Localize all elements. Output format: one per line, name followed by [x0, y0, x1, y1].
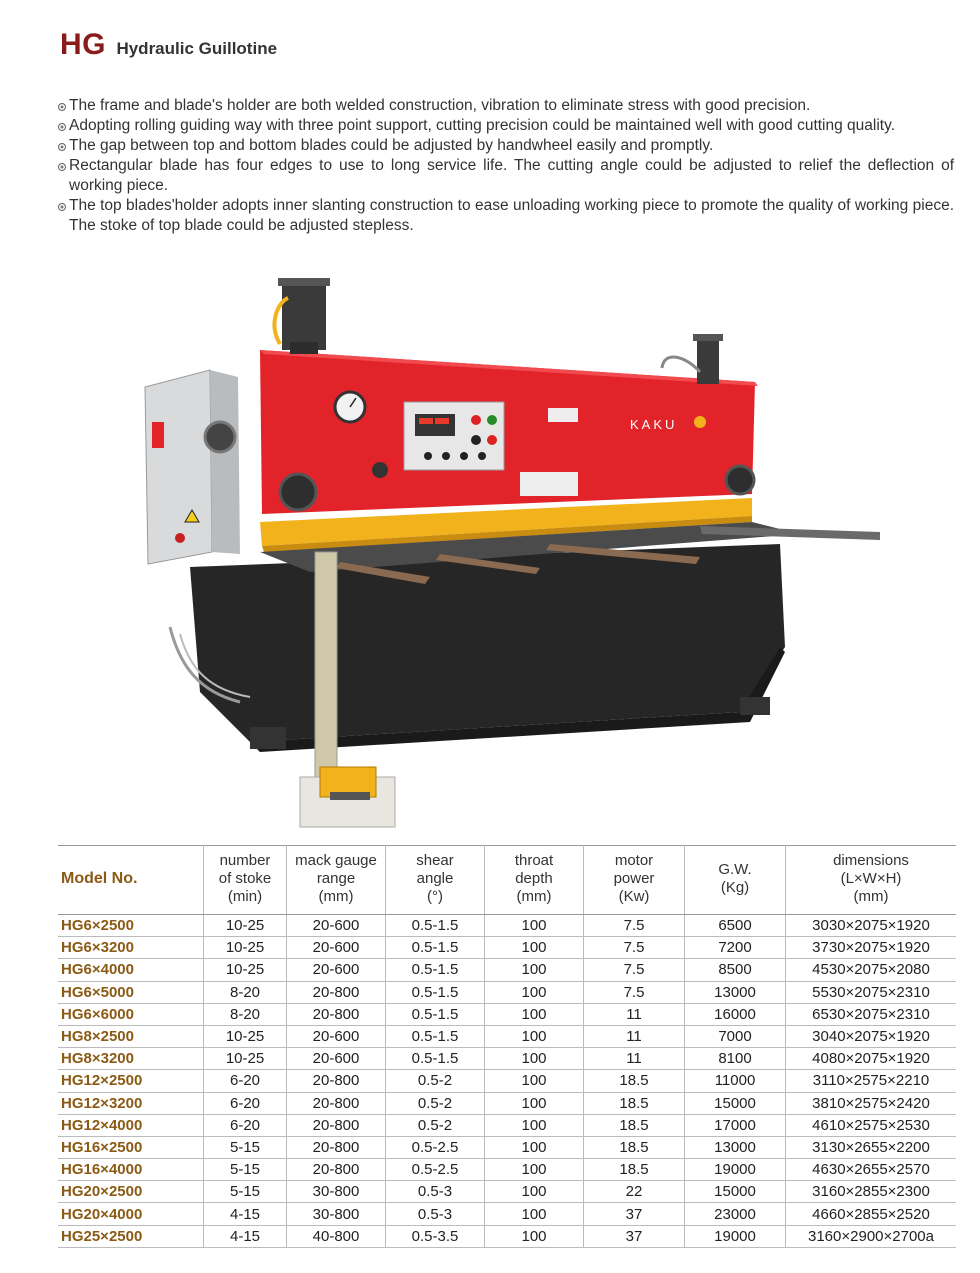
- pedal-post: [315, 552, 337, 782]
- cell-angle: 0.5-3: [386, 1203, 485, 1225]
- cell-throat: 100: [485, 1048, 584, 1070]
- cell-weight: 16000: [685, 1003, 786, 1025]
- header-motor: motor power (Kw): [584, 846, 685, 915]
- cell-throat: 100: [485, 937, 584, 959]
- cell-motor: 18.5: [584, 1159, 685, 1181]
- cell-dimensions: 3110×2575×2210: [786, 1070, 957, 1092]
- cell-model: HG8×3200: [58, 1048, 204, 1070]
- cell-gauge: 40-800: [287, 1225, 386, 1247]
- cell-motor: 37: [584, 1225, 685, 1247]
- machine-brand-label: KAKU: [630, 417, 678, 432]
- cell-throat: 100: [485, 981, 584, 1003]
- cell-throat: 100: [485, 1092, 584, 1114]
- table-row: [58, 1114, 956, 1136]
- cell-stroke: 5-15: [204, 1136, 287, 1158]
- cell-angle: 0.5-2: [386, 1114, 485, 1136]
- cell-gauge: 20-800: [287, 1159, 386, 1181]
- hydraulic-cylinder-left: [282, 280, 326, 350]
- cell-throat: 100: [485, 1159, 584, 1181]
- cell-motor: 7.5: [584, 937, 685, 959]
- cell-stroke: 10-25: [204, 959, 287, 981]
- cell-model: HG6×6000: [58, 1003, 204, 1025]
- cell-dimensions: 3810×2575×2420: [786, 1092, 957, 1114]
- feature-item: Rectangular blade has four edges to use to long service life. The cutting angle could be adjusted to relief the deflection of working piece.: [56, 156, 954, 196]
- cell-gauge: 20-800: [287, 1003, 386, 1025]
- cell-weight: 15000: [685, 1181, 786, 1203]
- table-row: [58, 1025, 956, 1047]
- cell-gauge: 20-600: [287, 937, 386, 959]
- cell-weight: 7200: [685, 937, 786, 959]
- cell-weight: 15000: [685, 1092, 786, 1114]
- cell-throat: 100: [485, 1181, 584, 1203]
- cell-angle: 0.5-2.5: [386, 1136, 485, 1158]
- cell-throat: 100: [485, 1203, 584, 1225]
- cell-motor: 7.5: [584, 959, 685, 981]
- cell-model: HG25×2500: [58, 1225, 204, 1247]
- cell-model: HG12×3200: [58, 1092, 204, 1114]
- cell-stroke: 10-25: [204, 915, 287, 937]
- cell-weight: 13000: [685, 981, 786, 1003]
- table-row: [58, 1181, 956, 1203]
- cell-stroke: 6-20: [204, 1070, 287, 1092]
- cell-motor: 18.5: [584, 1136, 685, 1158]
- cell-motor: 11: [584, 1025, 685, 1047]
- cell-angle: 0.5-1.5: [386, 981, 485, 1003]
- cell-stroke: 5-15: [204, 1181, 287, 1203]
- cell-model: HG12×2500: [58, 1070, 204, 1092]
- cell-dimensions: 4630×2655×2570: [786, 1159, 957, 1181]
- cell-gauge: 30-800: [287, 1203, 386, 1225]
- cell-angle: 0.5-2: [386, 1092, 485, 1114]
- cell-gauge: 20-600: [287, 1048, 386, 1070]
- spec-table: [58, 845, 956, 1248]
- cell-stroke: 6-20: [204, 1092, 287, 1114]
- title-text: Hydraulic Guillotine: [116, 39, 278, 58]
- cell-gauge: 20-600: [287, 959, 386, 981]
- cell-dimensions: 3030×2075×1920: [786, 915, 957, 937]
- cell-dimensions: 3160×2855×2300: [786, 1181, 957, 1203]
- cell-gauge: 20-800: [287, 1070, 386, 1092]
- cell-weight: 23000: [685, 1203, 786, 1225]
- cell-model: HG12×4000: [58, 1114, 204, 1136]
- cell-dimensions: 6530×2075×2310: [786, 1003, 957, 1025]
- header-gauge: mack gauge range (mm): [287, 846, 386, 915]
- machine-red-panel: [260, 350, 755, 514]
- cell-stroke: 4-15: [204, 1225, 287, 1247]
- cell-stroke: 8-20: [204, 1003, 287, 1025]
- cell-angle: 0.5-1.5: [386, 915, 485, 937]
- feature-item: The top blades'holder adopts inner slanting construction to ease unloading working piece to promote the quality of working piece. The stoke of top blade could be adjusted stepless.: [56, 196, 954, 236]
- cell-angle: 0.5-2: [386, 1070, 485, 1092]
- cell-model: HG8×2500: [58, 1025, 204, 1047]
- handwheel-right: [726, 466, 754, 494]
- machine-photo: [140, 272, 880, 842]
- cell-weight: 13000: [685, 1136, 786, 1158]
- header-model: Model No.: [58, 846, 204, 915]
- cell-weight: 19000: [685, 1159, 786, 1181]
- cell-stroke: 10-25: [204, 1048, 287, 1070]
- feature-list: [56, 96, 954, 236]
- cell-angle: 0.5-1.5: [386, 1003, 485, 1025]
- handwheel-left: [280, 474, 316, 510]
- cell-dimensions: 4660×2855×2520: [786, 1203, 957, 1225]
- cell-stroke: 10-25: [204, 937, 287, 959]
- cell-dimensions: 3040×2075×1920: [786, 1025, 957, 1047]
- cell-model: HG6×4000: [58, 959, 204, 981]
- table-row: [58, 1159, 956, 1181]
- cell-weight: 8500: [685, 959, 786, 981]
- cell-weight: 6500: [685, 915, 786, 937]
- cell-weight: 8100: [685, 1048, 786, 1070]
- cell-throat: 100: [485, 959, 584, 981]
- spec-table-body: [58, 915, 956, 1248]
- cell-motor: 37: [584, 1203, 685, 1225]
- cell-throat: 100: [485, 1003, 584, 1025]
- cell-gauge: 20-600: [287, 1025, 386, 1047]
- cell-gauge: 20-800: [287, 1136, 386, 1158]
- table-row: [58, 1203, 956, 1225]
- table-row: [58, 959, 956, 981]
- cell-model: HG6×3200: [58, 937, 204, 959]
- title-code: HG: [60, 28, 106, 61]
- table-row: [58, 981, 956, 1003]
- cell-dimensions: 4530×2075×2080: [786, 959, 957, 981]
- cell-weight: 7000: [685, 1025, 786, 1047]
- cell-gauge: 20-800: [287, 1092, 386, 1114]
- cell-dimensions: 4080×2075×1920: [786, 1048, 957, 1070]
- cell-motor: 11: [584, 1048, 685, 1070]
- table-row: [58, 1070, 956, 1092]
- cell-weight: 17000: [685, 1114, 786, 1136]
- cell-dimensions: 3130×2655×2200: [786, 1136, 957, 1158]
- cell-throat: 100: [485, 1225, 584, 1247]
- cell-stroke: 4-15: [204, 1203, 287, 1225]
- cell-model: HG16×2500: [58, 1136, 204, 1158]
- cell-throat: 100: [485, 1070, 584, 1092]
- cell-weight: 11000: [685, 1070, 786, 1092]
- cell-stroke: 10-25: [204, 1025, 287, 1047]
- table-row: [58, 937, 956, 959]
- table-header-row: [58, 846, 956, 915]
- cell-model: HG20×2500: [58, 1181, 204, 1203]
- cell-angle: 0.5-1.5: [386, 937, 485, 959]
- cell-angle: 0.5-1.5: [386, 959, 485, 981]
- cell-model: HG16×4000: [58, 1159, 204, 1181]
- page-title: [60, 28, 277, 62]
- cell-gauge: 30-800: [287, 1181, 386, 1203]
- cell-angle: 0.5-3: [386, 1181, 485, 1203]
- cell-gauge: 20-800: [287, 1114, 386, 1136]
- feature-item: The frame and blade's holder are both welded construction, vibration to eliminate stress with good precision.: [56, 96, 954, 116]
- table-row: [58, 1225, 956, 1247]
- table-row: [58, 915, 956, 937]
- feature-item: Adopting rolling guiding way with three point support, cutting precision could be maintained well with good cutting quality.: [56, 116, 954, 136]
- machine-base: [190, 544, 785, 742]
- cell-model: HG6×5000: [58, 981, 204, 1003]
- header-dimensions: dimensions (L×W×H) (mm): [786, 846, 957, 915]
- cell-throat: 100: [485, 1114, 584, 1136]
- feature-item: The gap between top and bottom blades could be adjusted by handwheel easily and promptly.: [56, 136, 954, 156]
- cell-stroke: 8-20: [204, 981, 287, 1003]
- cell-gauge: 20-600: [287, 915, 386, 937]
- cell-motor: 7.5: [584, 915, 685, 937]
- cell-gauge: 20-800: [287, 981, 386, 1003]
- table-row: [58, 1092, 956, 1114]
- header-weight: G.W. (Kg): [685, 846, 786, 915]
- cell-model: HG6×2500: [58, 915, 204, 937]
- cell-angle: 0.5-1.5: [386, 1048, 485, 1070]
- cell-motor: 11: [584, 1003, 685, 1025]
- cell-throat: 100: [485, 1025, 584, 1047]
- cell-motor: 18.5: [584, 1070, 685, 1092]
- cell-angle: 0.5-1.5: [386, 1025, 485, 1047]
- cell-motor: 7.5: [584, 981, 685, 1003]
- cell-angle: 0.5-2.5: [386, 1159, 485, 1181]
- header-throat: throat depth (mm): [485, 846, 584, 915]
- cell-motor: 18.5: [584, 1092, 685, 1114]
- cell-throat: 100: [485, 915, 584, 937]
- header-angle: shear angle (°): [386, 846, 485, 915]
- cell-angle: 0.5-3.5: [386, 1225, 485, 1247]
- cell-throat: 100: [485, 1136, 584, 1158]
- cell-dimensions: 3730×2075×1920: [786, 937, 957, 959]
- cell-dimensions: 5530×2075×2310: [786, 981, 957, 1003]
- cell-stroke: 6-20: [204, 1114, 287, 1136]
- cell-stroke: 5-15: [204, 1159, 287, 1181]
- table-row: [58, 1003, 956, 1025]
- table-row: [58, 1136, 956, 1158]
- cell-motor: 18.5: [584, 1114, 685, 1136]
- cell-motor: 22: [584, 1181, 685, 1203]
- hydraulic-cylinder-right: [697, 338, 719, 384]
- header-stroke: number of stoke (min): [204, 846, 287, 915]
- cell-dimensions: 3160×2900×2700a: [786, 1225, 957, 1247]
- cell-dimensions: 4610×2575×2530: [786, 1114, 957, 1136]
- cell-weight: 19000: [685, 1225, 786, 1247]
- table-row: [58, 1048, 956, 1070]
- cell-model: HG20×4000: [58, 1203, 204, 1225]
